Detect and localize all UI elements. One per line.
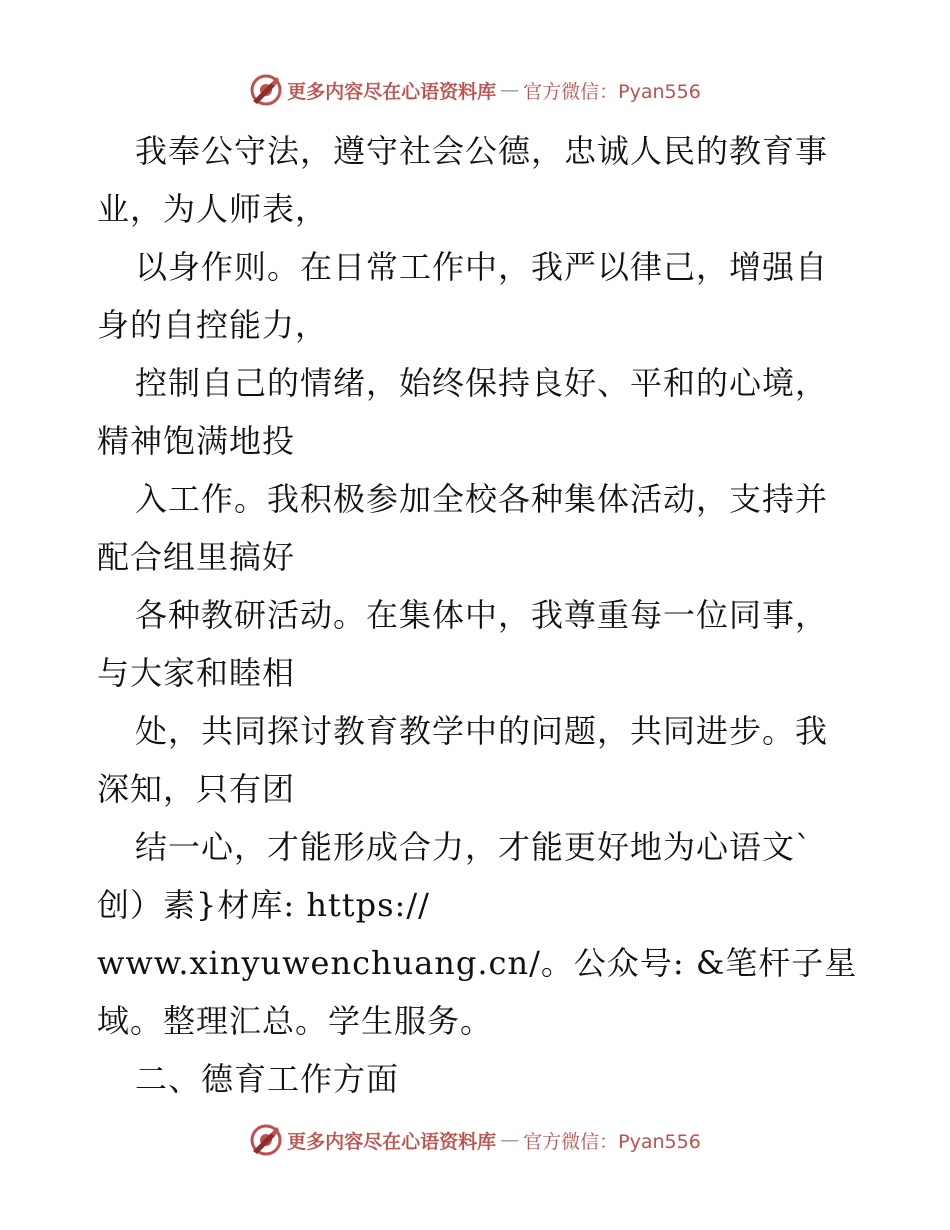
header-main-text: 更多内容尽在心语资料库 [287, 80, 497, 103]
body-line: 我奉公守法，遵守社会公德，忠诚人民的教育事 [135, 132, 829, 170]
footer-separator: — [500, 1129, 520, 1151]
section-heading: 二、德育工作方面 [135, 1060, 400, 1098]
logo-icon [249, 73, 283, 107]
footer-main-text: 更多内容尽在心语资料库 [287, 1130, 497, 1153]
body-line: 身的自控能力， [97, 306, 329, 344]
document-body [97, 122, 867, 1108]
body-line: 入工作。我积极参加全校各种集体活动，支持并 [135, 480, 829, 518]
body-line: 处，共同探讨教育教学中的问题，共同进步。我 [135, 712, 829, 750]
footer-wechat-text: 官方微信：Pyan556 [523, 1130, 701, 1153]
logo-icon [249, 1123, 283, 1157]
body-line: 与大家和睦相 [97, 654, 296, 692]
header-wechat-text: 官方微信：Pyan556 [523, 80, 701, 103]
body-line: 结一心，才能形成合力，才能更好地为心语文` [135, 828, 813, 866]
body-line: 各种教研活动。在集体中，我尊重每一位同事， [135, 596, 829, 634]
body-line: 深知，只有团 [97, 770, 296, 808]
footer-banner [249, 1123, 701, 1157]
body-line: www.xinyuwenchuang.cn/。公众号: &笔杆子星 [97, 944, 858, 982]
body-line: 域。整理汇总。学生服务。 [97, 1002, 494, 1040]
page-header [0, 70, 950, 110]
body-line: 创）素}材库: https:// [97, 886, 430, 924]
header-banner [249, 73, 701, 107]
body-line: 以身作则。在日常工作中，我严以律己，增强自 [135, 248, 829, 286]
body-line: 控制自己的情绪，始终保持良好、平和的心境， [135, 364, 829, 402]
body-line: 业，为人师表， [97, 190, 329, 228]
body-line: 配合组里搞好 [97, 538, 296, 576]
page-footer [0, 1120, 950, 1160]
body-line: 精神饱满地投 [97, 422, 296, 460]
header-separator: — [500, 79, 520, 101]
